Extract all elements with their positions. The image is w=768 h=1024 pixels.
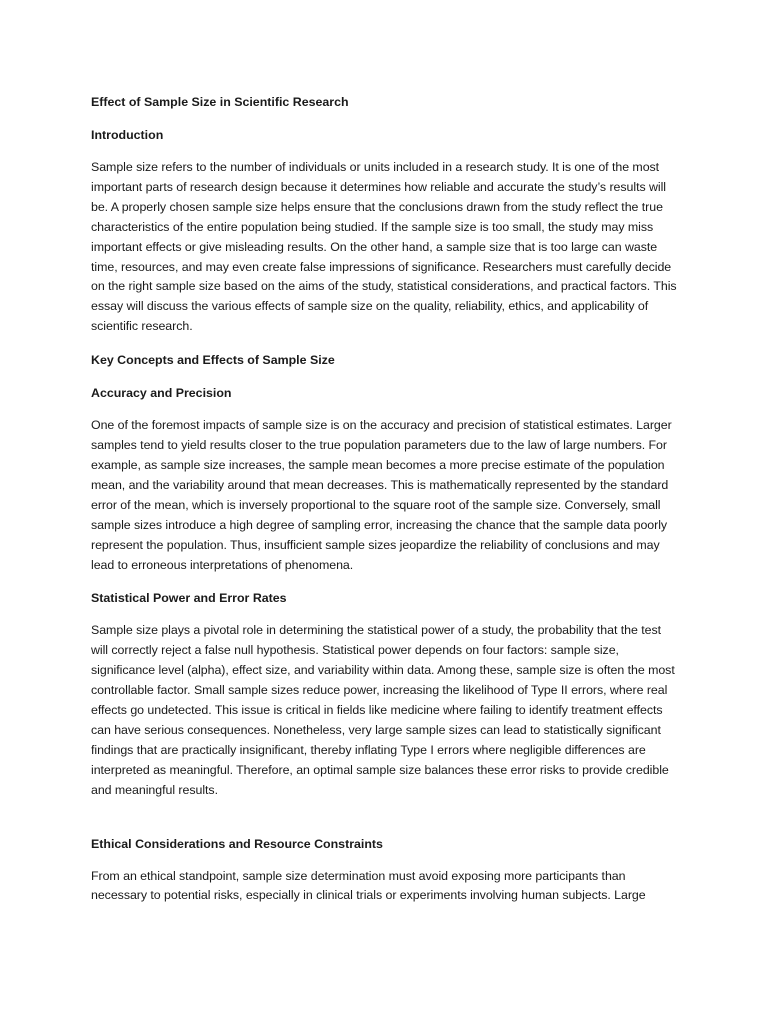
document-body	[91, 92, 681, 919]
paragraph-statistical-power: Sample size plays a pivotal role in determining the statistical power of a study, the probability that the test will correctly reject a false null hypothesis. Statistical power depends on four factors: sample size, significance level (alpha), effect size, and variability within data. Among these, sample size is often the most controllable factor. Small sample sizes reduce power, increasing the likelihood of Type II errors, where real effects go undetected. This issue is critical in fields like medicine where failing to identify treatment effects can have serious consequences. Nonetheless, very large sample sizes can lead to statistically significant findings that are practically insignificant, thereby inflating Type I errors where negligible differences are interpreted as meaningful. Therefore, an optimal sample size balances these error risks to provide credible and meaningful results.	[91, 623, 675, 797]
paragraph-introduction: Sample size refers to the number of individuals or units included in a research study. It is one of the most important parts of research design because it determines how reliable and accurate the study’s results will be. A properly chosen sample size helps ensure that the conclusions drawn from the study reflect the true characteristics of the entire population being studied. If the sample size is too small, the study may miss important effects or give misleading results. On the other hand, a sample size that is too large can waste time, resources, and may even create false impressions of significance. Researchers must carefully decide on the right sample size based on the aims of the study, statistical considerations, and practical factors. This essay will discuss the various effects of sample size on the quality, reliability, ethics, and applicability of scientific research.	[91, 160, 677, 334]
blank-line	[91, 814, 681, 834]
heading-ethical-considerations: Ethical Considerations and Resource Constraints	[91, 836, 383, 851]
heading-introduction: Introduction	[91, 128, 164, 142]
paragraph-accuracy-precision: One of the foremost impacts of sample size is on the accuracy and precision of statistical estimates. Larger samples tend to yield results closer to the true population parameters due to the law of large numbers. For example, as sample size increases, the sample mean becomes a more precise estimate of the population mean, and the variability around that mean decreases. This is mathematically represented by the standard error of the mean, which is inversely proportional to the square root of the sample size. Conversely, small sample sizes introduce a high degree of sampling error, increasing the chance that the sample data poorly represent the population. Thus, insufficient sample sizes jeopardize the reliability of conclusions and may lead to erroneous interpretations of phenomena.	[91, 418, 672, 572]
heading-statistical-power: Statistical Power and Error Rates	[91, 591, 287, 606]
heading-accuracy-precision: Accuracy and Precision	[91, 386, 232, 401]
document-title: Effect of Sample Size in Scientific Research	[91, 95, 349, 109]
heading-key-concepts: Key Concepts and Effects of Sample Size	[91, 353, 335, 368]
paragraph-ethical-considerations: From an ethical standpoint, sample size determination must avoid exposing more participants than necessary to potential risks, especially in clinical trials or experiments involving human subjects. Large	[91, 868, 646, 903]
